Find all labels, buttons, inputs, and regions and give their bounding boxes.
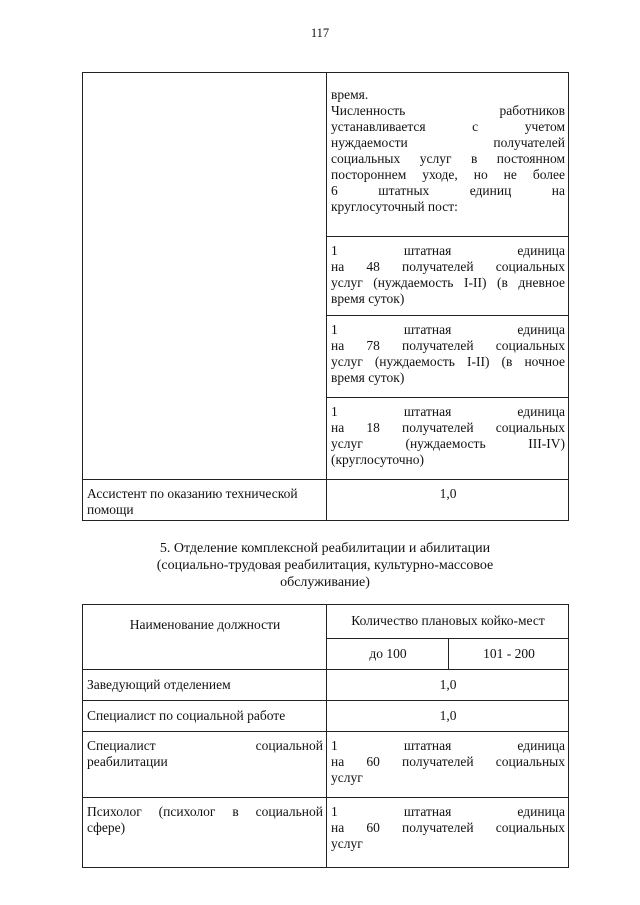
page-number: 117 — [310, 26, 330, 40]
table-row — [83, 670, 569, 701]
table-row — [83, 73, 569, 237]
staffing-table — [82, 604, 569, 868]
norm-line: время суток) — [331, 291, 405, 306]
position-line: сфере) — [87, 820, 126, 835]
section-subtitle: обслуживание) — [280, 575, 370, 590]
position-cell — [83, 798, 327, 868]
position-line: Психолог (психолог в социальной — [87, 804, 323, 819]
norm-line: 6 штатных единиц на — [331, 183, 565, 198]
norm-line: услуг — [331, 836, 363, 851]
header-beds: Количество плановых койко-мест — [327, 605, 569, 639]
norm-line: круглосуточный пост: — [331, 199, 458, 214]
section-title: 5. Отделение комплексной реабилитации и абилитации — [159, 541, 491, 556]
staffing-norm-cell — [327, 398, 569, 480]
table-row — [83, 732, 569, 798]
norm-line: нуждаемости получателей — [331, 135, 565, 150]
norm-line: время. — [331, 87, 369, 102]
position-cell — [83, 480, 327, 521]
position-cell — [83, 73, 327, 480]
norm-line: на 48 получателей социальных — [331, 259, 565, 274]
staffing-norm-cell — [327, 237, 569, 316]
value-cell: 1,0 — [327, 670, 569, 701]
norm-line: устанавливается с учетом — [331, 119, 565, 134]
value-cell — [327, 798, 569, 868]
norm-line: социальных услуг в постоянном — [331, 151, 565, 166]
staffing-table-continued — [82, 72, 569, 521]
norm-line: 1 штатная единица — [331, 738, 566, 753]
norm-line: на 78 получателей социальных — [331, 338, 565, 353]
header-up-to-100: до 100 — [327, 639, 449, 670]
norm-line: Численность работников — [331, 103, 565, 118]
norm-line: 1 штатная единица — [331, 404, 565, 419]
table-row — [83, 701, 569, 732]
value-cell — [327, 732, 569, 798]
section-heading — [82, 540, 568, 591]
staffing-norm-cell — [327, 316, 569, 398]
position-cell: Специалист по социальной работе — [83, 701, 327, 732]
position-line: Специалист социальной — [87, 738, 323, 753]
norm-line: услуг — [331, 770, 363, 785]
staffing-norm-cell — [327, 73, 569, 237]
norm-line: постороннем уходе, но не более — [331, 167, 565, 182]
header-position: Наименование должности — [83, 605, 327, 670]
norm-line: 1 штатная единица — [331, 322, 565, 337]
norm-line: время суток) — [331, 370, 405, 385]
norm-line: на 60 получателей социальных — [331, 820, 566, 835]
norm-line: на 18 получателей социальных — [331, 420, 565, 435]
position-cell — [83, 732, 327, 798]
value-cell: 1,0 — [327, 480, 569, 521]
value-cell: 1,0 — [327, 701, 569, 732]
position-line: помощи — [87, 502, 134, 517]
norm-line: услуг (нуждаемость III-IV) — [331, 436, 565, 451]
norm-line: услуг (нуждаемость I-II) (в дневное — [331, 275, 565, 290]
norm-line: (круглосуточно) — [331, 452, 424, 467]
table-row — [83, 798, 569, 868]
position-line: Ассистент по оказанию технической — [87, 486, 298, 501]
table-row — [83, 480, 569, 521]
position-cell: Заведующий отделением — [83, 670, 327, 701]
header-101-200: 101 - 200 — [449, 639, 569, 670]
norm-line: 1 штатная единица — [331, 243, 565, 258]
norm-line: 1 штатная единица — [331, 804, 566, 819]
section-subtitle: (социально-трудовая реабилитация, культурно-массовое — [156, 558, 494, 573]
position-line: реабилитации — [87, 754, 168, 769]
norm-line: услуг (нуждаемость I-II) (в ночное — [331, 354, 565, 369]
norm-line: на 60 получателей социальных — [331, 754, 566, 769]
table-header-row — [83, 605, 569, 639]
